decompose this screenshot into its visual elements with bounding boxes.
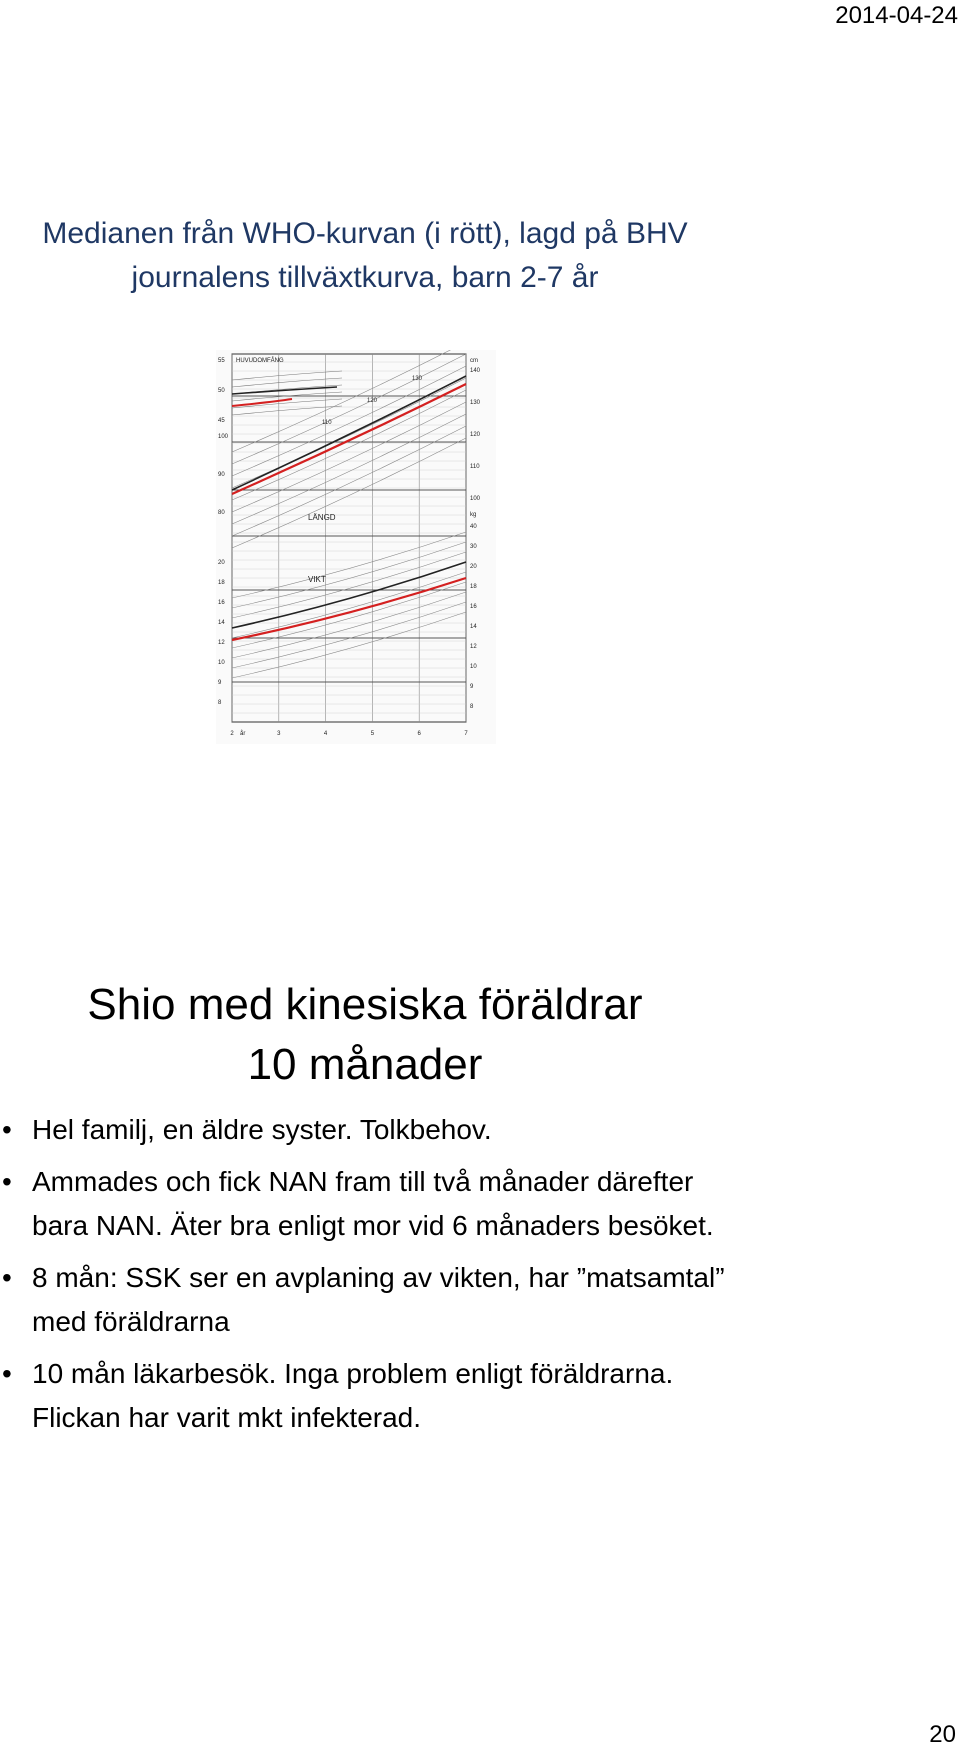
left-head-tick-label: 55 [218,358,225,364]
right-kg-tick-label: 40 [470,524,477,530]
bullet-item: • 10 mån läkarbesök. Inga problem enligt föräldrarna. Flickan har varit mkt infekterad. [0,1352,740,1440]
slide2-title-line1: Shio med kinesiska föräldrar [87,980,643,1029]
left-kg-tick-label: 12 [218,640,225,646]
page-number: 20 [929,1721,956,1748]
x-tick-label: 4 [323,731,328,737]
growth-chart-svg [216,350,496,744]
case-bullet-list [0,1108,740,1448]
right-kg-tick-label: 8 [470,704,474,710]
head-circumference-label: HUVUDOMFÅNG [236,358,284,364]
left-kg-tick-label: 18 [218,580,225,586]
right-cm-tick-label: 130 [470,400,481,406]
right-kg-tick-label: 20 [470,564,477,570]
weight-label: VIKT [308,575,326,584]
left-length-tick-label: 100 [218,434,229,440]
inner-length-tick-label: 130 [412,376,423,382]
inner-length-tick-label: 110 [322,420,332,426]
left-length-tick-label: 80 [218,510,225,516]
inner-length-tick-label: 120 [367,398,378,404]
bullet-item: • 8 mån: SSK ser en avplaning av vikten, har ”matsamtal” med föräldrarna [0,1256,740,1344]
slide-date: 2014-04-24 [835,2,958,29]
left-kg-tick-label: 16 [218,600,225,606]
slide1-title [0,212,730,300]
right-kg-tick-label: 12 [470,644,477,650]
x-tick-label: 3 [277,731,281,737]
bullet-item: • Ammades och fick NAN fram till två månader därefter bara NAN. Äter bra enligt mor vid 6 månaders besöket. [0,1160,740,1248]
left-kg-tick-label: 9 [218,680,222,686]
kg-unit-label: kg [470,512,477,518]
left-kg-tick-label: 14 [218,620,225,626]
x-tick-label: 7 [464,731,468,737]
length-label: LÄNGD [308,513,336,522]
growth-chart-image [216,350,496,744]
right-cm-tick-label: 100 [470,496,481,502]
right-kg-tick-label: 9 [470,684,474,690]
slide2-title [0,975,730,1095]
right-cm-tick-label: 110 [470,464,480,470]
bullet-item: • Hel familj, en äldre syster. Tolkbehov. [0,1108,740,1152]
right-kg-tick-label: 16 [470,604,477,610]
slide1-title-line2: journalens tillväxtkurva, barn 2-7 år [131,261,599,294]
right-kg-tick-label: 14 [470,624,477,630]
slide2-title-line2: 10 månader [247,1040,483,1089]
right-kg-tick-label: 10 [470,664,477,670]
slide1-title-line1: Medianen från WHO-kurvan (i rött), lagd på BHV [42,217,688,250]
right-cm-tick-label: 140 [470,368,481,374]
right-kg-tick-label: 30 [470,544,477,550]
chart-background [216,350,496,744]
right-kg-tick-label: 18 [470,584,477,590]
left-length-tick-label: 90 [218,472,225,478]
left-kg-tick-label: 10 [218,660,225,666]
right-cm-tick-label: 120 [470,432,481,438]
left-kg-tick-label: 20 [218,560,225,566]
year-unit-label: år [240,731,246,737]
left-head-tick-label: 45 [218,418,225,424]
x-tick-label: 2 [230,731,234,737]
x-tick-label: 6 [417,731,421,737]
x-tick-label: 5 [370,731,375,737]
cm-unit-label: cm [470,358,478,364]
left-kg-tick-label: 8 [218,700,222,706]
left-head-tick-label: 50 [218,388,225,394]
